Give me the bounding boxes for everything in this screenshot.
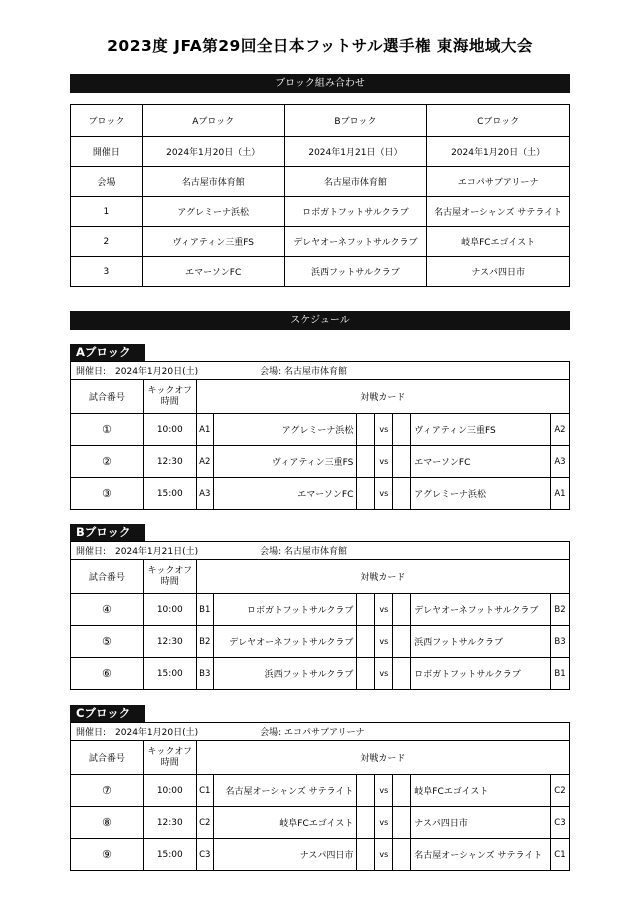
kickoff-time: 15:00 (143, 478, 196, 510)
spacer (357, 594, 375, 626)
spacer (393, 478, 411, 510)
away-code: C1 (550, 839, 569, 871)
block-table (70, 104, 570, 287)
block-section-header: ブロック組み合わせ (70, 74, 570, 93)
row-label: 3 (71, 257, 143, 287)
away-team: 名古屋オーシャンズ サテライト (411, 839, 551, 871)
block-c-label: Cブロック (70, 705, 145, 722)
spacer (357, 478, 375, 510)
vs-label: vs (375, 478, 393, 510)
match-number: ① (71, 414, 144, 446)
table-cell: ロボガトフットサルクラブ (284, 197, 427, 227)
vs-label: vs (375, 807, 393, 839)
schedule-section-header: スケジュール (70, 311, 570, 330)
match-row (71, 594, 570, 626)
vs-label: vs (375, 775, 393, 807)
kickoff-time: 12:30 (143, 626, 196, 658)
table-row (71, 257, 570, 287)
table-cell: 浜西フットサルクラブ (284, 257, 427, 287)
away-code: B3 (550, 626, 569, 658)
away-team: ナスパ四日市 (411, 807, 551, 839)
away-team: ロボガトフットサルクラブ (411, 658, 551, 690)
away-team: 岐阜FCエゴイスト (411, 775, 551, 807)
spacer (357, 658, 375, 690)
match-number: ⑧ (71, 807, 144, 839)
card-header: 対戦カード (196, 741, 569, 775)
away-team: アグレミーナ浜松 (411, 478, 551, 510)
schedule-header-row (71, 741, 570, 775)
schedule-header-row (71, 380, 570, 414)
match-number: ② (71, 446, 144, 478)
header-cell: Bブロック (284, 105, 427, 137)
row-label: 開催日 (71, 137, 143, 167)
kickoff-time: 12:30 (143, 446, 196, 478)
match-no-header: 試合番号 (71, 741, 144, 775)
home-code: B1 (196, 594, 213, 626)
spacer (357, 807, 375, 839)
spacer (357, 446, 375, 478)
table-cell: 名古屋市体育館 (284, 167, 427, 197)
table-cell: 岐阜FCエゴイスト (427, 227, 570, 257)
spacer (357, 775, 375, 807)
away-code: A1 (550, 478, 569, 510)
vs-label: vs (375, 839, 393, 871)
home-code: A2 (196, 446, 213, 478)
page-title: 2023度 JFA第29回全日本フットサル選手権 東海地域大会 (107, 37, 533, 55)
schedule-header-row (71, 560, 570, 594)
date-text: 開催日: 2024年1月20日(土) (76, 728, 199, 738)
match-row (71, 446, 570, 478)
kickoff-time: 15:00 (143, 658, 196, 690)
match-row (71, 658, 570, 690)
home-code: B3 (196, 658, 213, 690)
vs-label: vs (375, 626, 393, 658)
schedule-table-b (70, 541, 570, 690)
match-number: ④ (71, 594, 144, 626)
spacer (393, 658, 411, 690)
date-text: 開催日: 2024年1月20日(土) (76, 367, 199, 377)
away-code: A3 (550, 446, 569, 478)
vs-label: vs (375, 414, 393, 446)
home-team: アグレミーナ浜松 (213, 414, 357, 446)
info-row (71, 542, 570, 560)
info-cell (71, 542, 570, 560)
match-number: ⑥ (71, 658, 144, 690)
block-a-label: Aブロック (70, 344, 145, 361)
card-header: 対戦カード (196, 380, 569, 414)
match-number: ⑦ (71, 775, 144, 807)
spacer (393, 594, 411, 626)
spacer (393, 626, 411, 658)
match-number: ⑤ (71, 626, 144, 658)
schedule-table-a (70, 361, 570, 510)
home-team: ナスパ四日市 (213, 839, 357, 871)
home-code: A1 (196, 414, 213, 446)
kickoff-header: キックオフ時間 (143, 560, 196, 594)
block-table-header (71, 105, 570, 137)
match-row (71, 414, 570, 446)
spacer (393, 775, 411, 807)
table-cell: 名古屋オーシャンズ サテライト (427, 197, 570, 227)
table-row (71, 167, 570, 197)
info-cell (71, 723, 570, 741)
home-team: 浜西フットサルクラブ (213, 658, 357, 690)
venue-text: 会場: 名古屋市体育館 (260, 367, 348, 377)
date-text: 開催日: 2024年1月21日(土) (76, 547, 199, 557)
vs-label: vs (375, 594, 393, 626)
home-team: 岐阜FCエゴイスト (213, 807, 357, 839)
match-row (71, 775, 570, 807)
table-cell: エコパサブアリーナ (427, 167, 570, 197)
table-cell: 2024年1月20日（土） (427, 137, 570, 167)
away-code: C3 (550, 807, 569, 839)
home-code: B2 (196, 626, 213, 658)
table-row (71, 137, 570, 167)
block-b-label: Bブロック (70, 524, 145, 541)
away-team: エマーソンFC (411, 446, 551, 478)
header-cell: Cブロック (427, 105, 570, 137)
kickoff-header: キックオフ時間 (143, 380, 196, 414)
table-cell: ヴィアティン三重FS (142, 227, 284, 257)
match-row (71, 626, 570, 658)
match-row (71, 807, 570, 839)
away-code: A2 (550, 414, 569, 446)
home-code: A3 (196, 478, 213, 510)
table-cell: ナスパ四日市 (427, 257, 570, 287)
info-cell (71, 362, 570, 380)
vs-label: vs (375, 446, 393, 478)
home-team: ヴィアティン三重FS (213, 446, 357, 478)
table-cell: デレヤオーネフットサルクラブ (284, 227, 427, 257)
spacer (393, 839, 411, 871)
spacer (393, 446, 411, 478)
spacer (357, 839, 375, 871)
table-cell: 2024年1月21日（日） (284, 137, 427, 167)
match-no-header: 試合番号 (71, 560, 144, 594)
away-code: B2 (550, 594, 569, 626)
match-number: ⑨ (71, 839, 144, 871)
card-header: 対戦カード (196, 560, 569, 594)
spacer (357, 626, 375, 658)
away-team: 浜西フットサルクラブ (411, 626, 551, 658)
home-code: C1 (196, 775, 213, 807)
row-label: 会場 (71, 167, 143, 197)
kickoff-time: 12:30 (143, 807, 196, 839)
home-code: C2 (196, 807, 213, 839)
spacer (357, 414, 375, 446)
header-cell: Aブロック (142, 105, 284, 137)
kickoff-time: 10:00 (143, 594, 196, 626)
home-code: C3 (196, 839, 213, 871)
info-row (71, 723, 570, 741)
away-team: ヴィアティン三重FS (411, 414, 551, 446)
row-label: 2 (71, 227, 143, 257)
match-no-header: 試合番号 (71, 380, 144, 414)
home-team: ロボガトフットサルクラブ (213, 594, 357, 626)
schedule-table-c (70, 722, 570, 871)
row-label: 1 (71, 197, 143, 227)
venue-text: 会場: エコパサブアリーナ (260, 728, 365, 738)
home-team: デレヤオーネフットサルクラブ (213, 626, 357, 658)
kickoff-time: 15:00 (143, 839, 196, 871)
home-team: エマーソンFC (213, 478, 357, 510)
away-code: B1 (550, 658, 569, 690)
info-row (71, 362, 570, 380)
spacer (393, 807, 411, 839)
match-row (71, 839, 570, 871)
table-row (71, 227, 570, 257)
header-cell: ブロック (71, 105, 143, 137)
match-row (71, 478, 570, 510)
table-cell: 2024年1月20日（土） (142, 137, 284, 167)
kickoff-time: 10:00 (143, 775, 196, 807)
table-cell: エマーソンFC (142, 257, 284, 287)
table-cell: 名古屋市体育館 (142, 167, 284, 197)
spacer (393, 414, 411, 446)
table-row (71, 197, 570, 227)
home-team: 名古屋オーシャンズ サテライト (213, 775, 357, 807)
kickoff-time: 10:00 (143, 414, 196, 446)
kickoff-header: キックオフ時間 (143, 741, 196, 775)
away-code: C2 (550, 775, 569, 807)
table-cell: アグレミーナ浜松 (142, 197, 284, 227)
away-team: デレヤオーネフットサルクラブ (411, 594, 551, 626)
match-number: ③ (71, 478, 144, 510)
vs-label: vs (375, 658, 393, 690)
venue-text: 会場: 名古屋市体育館 (260, 547, 348, 557)
